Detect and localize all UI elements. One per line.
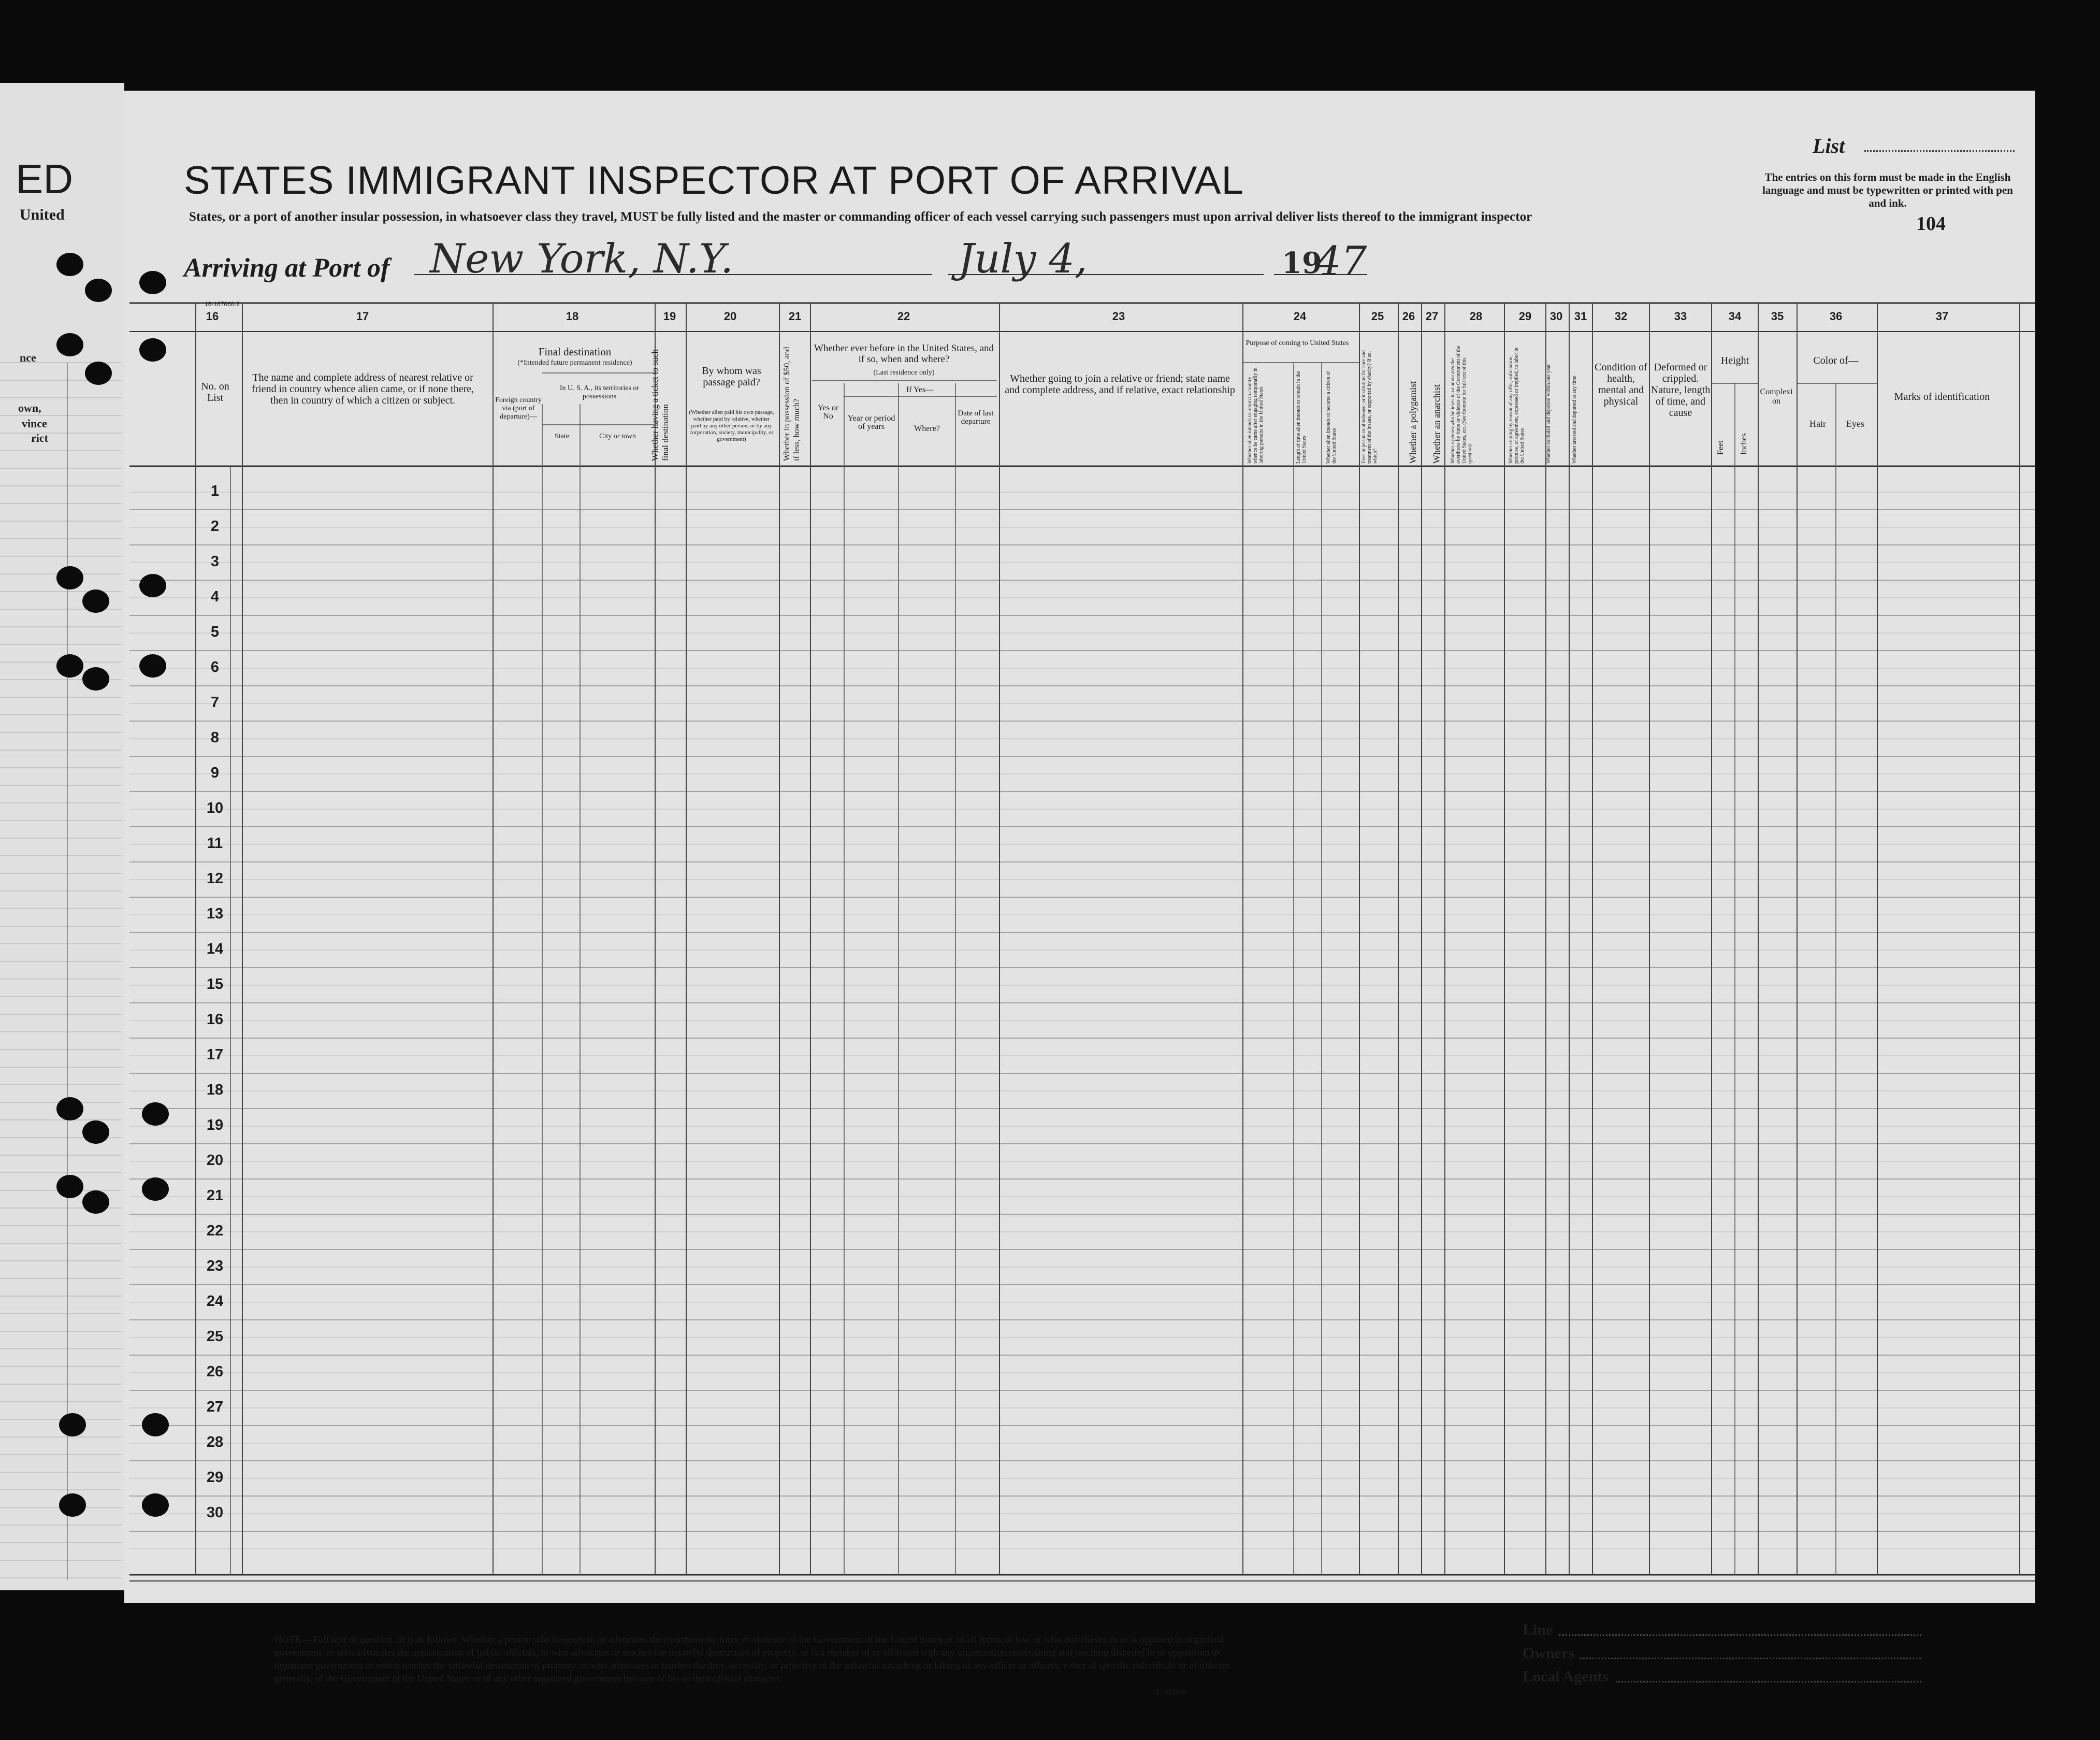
form-title: STATES IMMIGRANT INSPECTOR AT PORT OF ARRIVAL <box>184 159 1244 203</box>
binder-hole <box>142 1177 169 1201</box>
left-fragment-2: own, <box>18 401 41 414</box>
header-possession-50: Whether in possession of $50, and if less, how much? <box>783 347 801 461</box>
binder-hole <box>139 574 166 597</box>
binder-hole <box>56 1097 83 1120</box>
port-handwritten: New York, N.Y. <box>430 236 734 282</box>
column-number: 35 <box>1771 310 1784 323</box>
column-number: 20 <box>723 310 737 323</box>
year-prefix: 19 <box>1282 246 1322 280</box>
row-number: 5 <box>210 624 220 640</box>
column-number: 29 <box>1518 310 1532 323</box>
header-final-destination: Final destination <box>538 346 612 358</box>
header-labor-offer: Whether coming by reason of any offer, solicitation, promise, or agreement, expressed or implied, to labor in the United States <box>1508 347 1525 464</box>
row-number: 8 <box>210 729 220 746</box>
row-number: 4 <box>210 588 220 605</box>
binder-hole <box>82 589 109 613</box>
row-number: 24 <box>206 1293 224 1310</box>
row-number: 25 <box>206 1328 224 1345</box>
header-last-residence: (Last residence only) <box>873 369 935 377</box>
row-number: 22 <box>206 1223 224 1239</box>
row-number: 14 <box>206 941 224 957</box>
row-number: 20 <box>206 1152 224 1169</box>
column-number: 23 <box>1112 310 1125 323</box>
header-year-period: Year or period of years <box>847 414 895 431</box>
header-if-yes: If Yes— <box>906 385 934 394</box>
header-ever-before: Whether ever before in the United States, and if so, when and where? <box>814 343 994 365</box>
header-city-or-town: City or town <box>599 433 636 440</box>
header-final-destination-note: (*Intended future permanent residence) <box>517 359 632 367</box>
list-number: 104 <box>1916 213 1946 235</box>
binder-hole <box>56 333 83 356</box>
row-number: 23 <box>206 1258 224 1274</box>
line-label: Line <box>1523 1621 1553 1638</box>
binder-hole <box>56 654 83 678</box>
column-number: 25 <box>1371 310 1384 323</box>
column-number: 31 <box>1574 310 1587 323</box>
binder-hole <box>142 1102 169 1126</box>
header-polygamist: Whether a polygamist <box>1408 381 1418 464</box>
left-page-title-fragment: ED <box>16 156 74 202</box>
binder-hole <box>139 271 166 294</box>
binder-hole <box>82 667 109 691</box>
header-prison: Ever in prison or almshouse, or institution for care and treatment of the insane, or supported by charity? If so, which? <box>1361 350 1378 464</box>
owners-dotted <box>1580 1658 1921 1659</box>
header-yes-or-no: Yes or No <box>817 404 839 421</box>
row-number: 2 <box>210 518 220 535</box>
row-number: 27 <box>206 1399 224 1415</box>
form-code: 16-167060-2 <box>205 300 240 308</box>
header-inches: Inches <box>1740 433 1748 455</box>
row-number: 9 <box>210 765 220 781</box>
line-dotted <box>1559 1634 1921 1636</box>
column-number: 17 <box>356 310 369 323</box>
column-number: 24 <box>1293 310 1307 323</box>
binder-hole <box>139 338 166 362</box>
date-handwritten: July 4, <box>958 236 1088 282</box>
header-height: Height <box>1720 355 1749 366</box>
column-number: 18 <box>566 310 579 323</box>
left-fragment-4: rict <box>31 432 48 444</box>
header-purpose-length: Length of time alien intends to remain in the United States <box>1296 371 1307 464</box>
row-number: 13 <box>206 905 224 922</box>
row-number: 11 <box>207 835 223 852</box>
row-number: 10 <box>206 800 224 816</box>
header-marks-identification: Marks of identification <box>1894 391 1990 402</box>
column-number: 27 <box>1425 310 1439 323</box>
header-purpose: Purpose of coming to United States <box>1245 339 1349 347</box>
left-fragment-3: vince <box>22 417 47 430</box>
header-going-to-join: Whether going to join a relative or friend; state name and complete address, and if relative, exact relationship <box>1005 373 1235 396</box>
row-number: 1 <box>210 483 220 499</box>
header-anarchist: Whether an anarchist <box>1431 384 1442 464</box>
binder-hole <box>142 1413 169 1436</box>
row-number: 16 <box>206 1011 224 1028</box>
binder-hole <box>139 654 166 678</box>
header-arrested: Whether arrested and deported at any time <box>1572 376 1577 464</box>
column-number: 21 <box>788 310 802 323</box>
header-condition-health: Condition of health, mental and physical <box>1595 362 1647 407</box>
row-number: 30 <box>206 1504 224 1521</box>
row-number: 28 <box>206 1434 224 1450</box>
column-number: 37 <box>1935 310 1949 323</box>
header-complexion: Complexion <box>1760 387 1793 406</box>
row-number: 21 <box>206 1187 224 1204</box>
binder-hole <box>85 362 112 385</box>
binder-hole <box>56 1175 83 1198</box>
header-no-on-list: No. on List <box>201 381 229 404</box>
binder-hole <box>142 1493 169 1517</box>
arriving-label: Arriving at Port of <box>184 253 390 283</box>
header-passage-note: (Whether alien paid his own passage, whether paid by relative, whether paid by any other person, or by any corporation, society, municipality, or government) <box>689 409 774 442</box>
row-number: 29 <box>206 1469 224 1486</box>
entries-instruction: The entries on this form must be made in the English language and must be typewritten or printed with pen and ink. <box>1762 171 2013 209</box>
row-number: 3 <box>210 553 220 570</box>
header-color-of: Color of— <box>1813 355 1859 366</box>
left-page-united-fragment: United <box>20 206 65 223</box>
column-number: 22 <box>897 310 910 323</box>
header-ticket: Whether having a ticket to such final destination <box>650 349 670 461</box>
form-subtitle: States, or a port of another insular possession, in whatsoever class they travel, MUST be fully listed and the master or commanding officer of each vessel carrying such passengers must upon arrival deliver lists thereof to the immigrant inspector <box>189 210 1532 224</box>
header-question-28: Whether a person who believes in or advocates the overthrow by force or violence of the Government of the United States, etc. (See footnote for full text of this question) <box>1450 346 1473 464</box>
binder-hole <box>82 1190 109 1214</box>
binder-hole <box>82 1120 109 1144</box>
header-date-last-departure: Date of last departure <box>958 409 994 426</box>
year-handwritten: 47 <box>1315 238 1367 285</box>
footnote-question-28: NOTE.—Full text of question 28 is as follows: Whether a person who believes in or advocates the overthrow by force or violence of the Government of the United States or of all forms of law, or who disbelieves in or is opposed to organized government, or who advocates the assassination of public officials, or who advocates or teaches the unlawful destruction of property, or is a member of or affiliated with any organization entertaining and teaching disbelief in or opposition to organized government or which teaches the unlawful destruction of property, or who advocates or teaches the duty, necessity, or propriety of the unlawful assaulting or killing of any officer or officers, either of specific individuals or of officers generally, of the Government of the United States or of any other organized government because of his or their official character. <box>274 1634 1230 1684</box>
header-deformed: Deformed or crippled. Nature, length of time, and cause <box>1650 362 1711 419</box>
header-in-usa: In U. S. A., its territories or possessions <box>559 384 640 400</box>
column-number: 26 <box>1402 310 1415 323</box>
binder-hole <box>59 1493 86 1517</box>
header-feet: Feet <box>1716 440 1725 455</box>
column-number: 32 <box>1614 310 1628 323</box>
row-number: 17 <box>206 1046 224 1063</box>
footer-form-code: 16—167060 <box>1152 1689 1186 1696</box>
header-excluded: Whether excluded and deported within one year <box>1546 364 1552 464</box>
header-purpose-citizen: Whether alien intends to become a citizen of the United States <box>1326 371 1337 464</box>
binder-hole <box>56 253 83 276</box>
header-nearest-relative: The name and complete address of nearest relative or friend in country whence alien came, or if none there, then in country of which a citizen or subject. <box>251 372 474 406</box>
agents-dotted <box>1616 1681 1921 1683</box>
row-number: 18 <box>206 1082 224 1098</box>
row-number: 6 <box>210 659 220 675</box>
list-dotted-line <box>1864 150 2015 152</box>
row-number: 12 <box>206 870 224 887</box>
header-state: State <box>555 433 569 440</box>
owners-label: Owners <box>1523 1645 1574 1662</box>
header-purpose-return: Whether alien intends to return to country whence he came after engaging temporarily in laboring pursuits in the United States <box>1247 367 1264 464</box>
column-number: 19 <box>663 310 676 323</box>
header-foreign-country: Foreign country via (port of departure)— <box>495 396 542 421</box>
column-number: 30 <box>1549 310 1563 323</box>
column-number: 36 <box>1829 310 1843 323</box>
column-number: 28 <box>1469 310 1483 323</box>
row-number: 19 <box>206 1117 224 1133</box>
local-agents-label: Local Agents <box>1523 1668 1609 1685</box>
header-eyes: Eyes <box>1846 419 1864 429</box>
list-label: List <box>1813 134 1845 157</box>
left-fragment-1: nce <box>20 351 36 364</box>
row-number: 15 <box>206 976 224 993</box>
column-number: 16 <box>206 310 219 323</box>
row-number: 26 <box>206 1363 224 1380</box>
header-hair: Hair <box>1809 419 1826 429</box>
binder-hole <box>85 279 112 302</box>
header-passage-paid: By whom was passage paid? <box>702 365 761 388</box>
column-number: 34 <box>1728 310 1742 323</box>
header-where: Where? <box>914 424 940 433</box>
row-number: 7 <box>210 694 220 711</box>
column-number: 33 <box>1674 310 1687 323</box>
binder-hole <box>59 1413 86 1436</box>
binder-hole <box>56 566 83 589</box>
